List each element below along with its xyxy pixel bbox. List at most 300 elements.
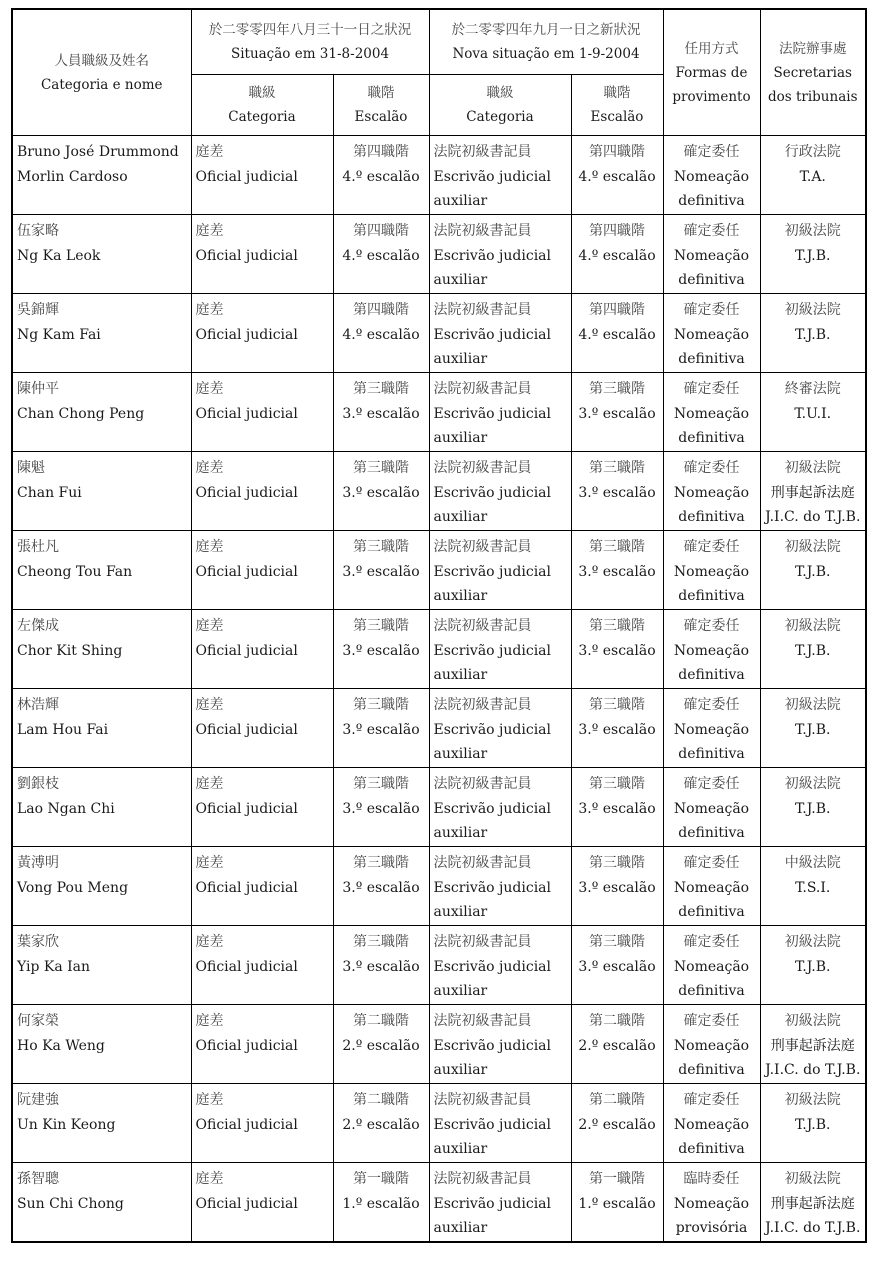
new-categoria-pt-line-1: Escrivão judicial — [433, 1195, 551, 1212]
provimento-pt-line-1: Nomeação — [673, 879, 750, 896]
secretaria-cell — [760, 926, 866, 1005]
name-line-2: Morlin Cardoso — [17, 168, 128, 185]
old-escalao-cell — [333, 1084, 429, 1163]
new-categoria-pt-line-1: Escrivão judicial — [433, 642, 551, 659]
secretaria-cell — [760, 768, 866, 847]
new-categoria-zh: 法院初級書記員 — [433, 1092, 532, 1108]
new-categoria-pt-line-1: Escrivão judicial — [433, 326, 551, 343]
old-categoria-pt: Oficial judicial — [195, 642, 298, 659]
old-escalao-pt: 3.º escalão — [342, 484, 420, 501]
secretaria-line-3: J.I.C. do T.J.B. — [765, 1220, 861, 1236]
old-categoria-cell — [191, 373, 333, 452]
header-new-pt: Nova situação em 1-9-2004 — [452, 46, 640, 62]
old-categoria-pt: Oficial judicial — [195, 168, 298, 185]
new-escalao-pt: 2.º escalão — [578, 1037, 656, 1054]
name-line-1: 吳錦輝 — [17, 302, 59, 318]
secretaria-cell — [760, 610, 866, 689]
table-body — [12, 136, 866, 1243]
old-categoria-pt: Oficial judicial — [195, 1037, 298, 1054]
provimento-zh: 確定委任 — [683, 381, 740, 397]
provimento-pt-line-1: Nomeação — [673, 800, 750, 817]
secretaria-cell — [760, 215, 866, 294]
old-escalao-pt: 3.º escalão — [342, 958, 420, 975]
new-escalao-cell — [571, 610, 663, 689]
provimento-cell — [663, 847, 760, 926]
new-escalao-pt: 2.º escalão — [578, 1116, 656, 1133]
name-line-1: Bruno José Drummond — [17, 144, 179, 160]
old-categoria-pt: Oficial judicial — [195, 563, 298, 580]
old-categoria-cell — [191, 452, 333, 531]
old-escalao-zh: 第二職階 — [353, 1092, 409, 1108]
provimento-pt-line-1: Nomeação — [673, 405, 750, 422]
new-escalao-cell — [571, 531, 663, 610]
new-escalao-cell — [571, 768, 663, 847]
old-escalao-cell — [333, 452, 429, 531]
secretaria-cell — [760, 452, 866, 531]
old-categoria-pt: Oficial judicial — [195, 879, 298, 896]
provimento-zh: 確定委任 — [683, 934, 740, 950]
new-escalao-cell — [571, 452, 663, 531]
new-categoria-pt-line-2: auxiliar — [433, 1220, 488, 1236]
new-escalao-zh: 第四職階 — [589, 223, 645, 239]
new-escalao-zh: 第三職階 — [589, 460, 645, 476]
old-escalao-pt: 3.º escalão — [342, 879, 420, 896]
provimento-cell — [663, 926, 760, 1005]
name-line-1: 劉銀枝 — [17, 776, 59, 792]
secretaria-line-2: T.J.B. — [795, 1116, 831, 1133]
old-categoria-pt: Oficial judicial — [195, 326, 298, 343]
old-escalao-pt: 4.º escalão — [342, 326, 420, 343]
header-old-pt: Situação em 31-8-2004 — [230, 46, 390, 62]
old-categoria-zh: 庭差 — [195, 460, 224, 476]
new-categoria-pt-line-2: auxiliar — [433, 1141, 488, 1157]
secretaria-line-2: 刑事起訴法庭 — [770, 1037, 855, 1054]
old-escalao-zh: 第四職階 — [353, 144, 409, 160]
name-cell — [12, 373, 191, 452]
name-cell — [12, 294, 191, 373]
subheader-categoria-pt: Categoria — [466, 109, 534, 125]
new-escalao-pt: 3.º escalão — [578, 563, 656, 580]
new-categoria-pt-line-2: auxiliar — [433, 509, 488, 525]
provimento-pt-line-1: Nomeação — [673, 168, 750, 185]
secretaria-cell — [760, 1084, 866, 1163]
provimento-pt-line-2: definitiva — [678, 588, 745, 604]
old-escalao-zh: 第三職階 — [353, 776, 409, 792]
new-escalao-zh: 第二職階 — [589, 1092, 645, 1108]
old-escalao-zh: 第三職階 — [353, 618, 409, 634]
old-escalao-cell — [333, 215, 429, 294]
name-cell — [12, 926, 191, 1005]
secretaria-line-3: J.I.C. do T.J.B. — [765, 1062, 861, 1078]
old-escalao-zh: 第三職階 — [353, 539, 409, 555]
header-name-category — [12, 9, 191, 136]
new-escalao-pt: 3.º escalão — [578, 958, 656, 975]
new-escalao-pt: 3.º escalão — [578, 721, 656, 738]
provimento-pt-line-2: definitiva — [678, 430, 745, 446]
table-row — [12, 136, 866, 215]
new-categoria-pt-line-1: Escrivão judicial — [433, 563, 551, 580]
old-escalao-pt: 2.º escalão — [342, 1116, 420, 1133]
provimento-cell — [663, 373, 760, 452]
old-categoria-cell — [191, 768, 333, 847]
provimento-pt-line-1: Nomeação — [673, 1195, 750, 1212]
header-name-pt: Categoria e nome — [40, 76, 163, 93]
provimento-zh: 確定委任 — [683, 1013, 740, 1029]
provimento-pt-line-2: definitiva — [678, 746, 745, 762]
old-escalao-cell — [333, 294, 429, 373]
old-escalao-zh: 第三職階 — [353, 934, 409, 950]
new-categoria-pt-line-1: Escrivão judicial — [433, 721, 551, 738]
subheader-categoria-zh: 職級 — [486, 85, 514, 101]
new-categoria-pt-line-1: Escrivão judicial — [433, 958, 551, 975]
old-categoria-pt: Oficial judicial — [195, 247, 298, 264]
new-categoria-cell — [429, 294, 571, 373]
old-categoria-cell — [191, 847, 333, 926]
old-categoria-cell — [191, 136, 333, 215]
new-escalao-pt: 4.º escalão — [578, 168, 656, 185]
secretaria-line-2: 刑事起訴法庭 — [770, 484, 855, 501]
table-row — [12, 689, 866, 768]
secretaria-line-2: T.S.I. — [795, 879, 831, 896]
name-line-1: 何家榮 — [17, 1013, 59, 1029]
subheader-escalao-pt: Escalão — [354, 109, 408, 125]
name-cell — [12, 215, 191, 294]
provimento-pt-line-2: definitiva — [678, 1141, 745, 1157]
new-categoria-cell — [429, 1084, 571, 1163]
new-escalao-pt: 3.º escalão — [578, 484, 656, 501]
provimento-pt-line-1: Nomeação — [673, 247, 750, 264]
new-categoria-pt-line-2: auxiliar — [433, 825, 488, 841]
provimento-zh: 確定委任 — [683, 776, 740, 792]
subheader-escalao-zh: 職階 — [367, 85, 395, 101]
provimento-cell — [663, 531, 760, 610]
new-escalao-cell — [571, 847, 663, 926]
new-categoria-zh: 法院初級書記員 — [433, 1013, 532, 1029]
new-escalao-zh: 第三職階 — [589, 934, 645, 950]
header-row — [12, 9, 866, 75]
new-escalao-pt: 3.º escalão — [578, 642, 656, 659]
header-secretarias-pt2: dos tribunais — [767, 88, 858, 105]
header-provimento-pt2: provimento — [672, 88, 751, 105]
old-categoria-pt: Oficial judicial — [195, 405, 298, 422]
old-categoria-pt: Oficial judicial — [195, 484, 298, 501]
old-escalao-pt: 2.º escalão — [342, 1037, 420, 1054]
old-categoria-pt: Oficial judicial — [195, 958, 298, 975]
new-categoria-zh: 法院初級書記員 — [433, 697, 532, 713]
header-secretarias-pt1: Secretarias — [773, 64, 852, 81]
header-provimento — [663, 9, 760, 136]
new-escalao-zh: 第三職階 — [589, 618, 645, 634]
secretaria-line-1: 初級法院 — [784, 618, 841, 634]
secretaria-line-2: T.J.B. — [795, 247, 831, 264]
provimento-pt-line-2: definitiva — [678, 904, 745, 920]
new-categoria-pt-line-1: Escrivão judicial — [433, 168, 551, 185]
secretaria-line-2: 刑事起訴法庭 — [770, 1195, 855, 1212]
subheader-new-escalao — [571, 75, 663, 136]
secretaria-line-3: J.I.C. do T.J.B. — [765, 509, 861, 525]
new-categoria-cell — [429, 1163, 571, 1243]
old-escalao-zh: 第三職階 — [353, 460, 409, 476]
old-escalao-cell — [333, 136, 429, 215]
subheader-escalao-zh: 職階 — [603, 85, 631, 101]
header-old-zh: 於二零零四年八月三十一日之狀況 — [208, 22, 412, 38]
new-categoria-zh: 法院初級書記員 — [433, 460, 532, 476]
name-cell — [12, 689, 191, 768]
new-categoria-cell — [429, 847, 571, 926]
old-categoria-zh: 庭差 — [195, 855, 224, 871]
new-categoria-zh: 法院初級書記員 — [433, 539, 532, 555]
new-escalao-pt: 3.º escalão — [578, 800, 656, 817]
new-categoria-pt-line-2: auxiliar — [433, 746, 488, 762]
old-categoria-zh: 庭差 — [195, 1013, 224, 1029]
old-escalao-cell — [333, 689, 429, 768]
name-line-1: 張杜凡 — [17, 539, 59, 555]
secretaria-line-1: 初級法院 — [784, 1092, 841, 1108]
name-line-2: Chor Kit Shing — [17, 642, 123, 659]
provimento-zh: 確定委任 — [683, 460, 740, 476]
subheader-new-categoria — [429, 75, 571, 136]
name-line-2: Chan Fui — [17, 484, 82, 501]
secretaria-line-1: 終審法院 — [784, 381, 841, 397]
old-escalao-pt: 3.º escalão — [342, 642, 420, 659]
secretaria-line-1: 初級法院 — [784, 697, 841, 713]
new-escalao-cell — [571, 1005, 663, 1084]
provimento-zh: 確定委任 — [683, 1092, 740, 1108]
old-escalao-zh: 第四職階 — [353, 223, 409, 239]
provimento-pt-line-2: definitiva — [678, 983, 745, 999]
new-categoria-pt-line-1: Escrivão judicial — [433, 1037, 551, 1054]
secretaria-line-2: T.J.B. — [795, 642, 831, 659]
name-line-2: Ho Ka Weng — [17, 1037, 105, 1054]
name-cell — [12, 1084, 191, 1163]
old-categoria-zh: 庭差 — [195, 1092, 224, 1108]
provimento-pt-line-2: definitiva — [678, 667, 745, 683]
provimento-pt-line-2: definitiva — [678, 272, 745, 288]
provimento-pt-line-1: Nomeação — [673, 484, 750, 501]
new-escalao-pt: 1.º escalão — [578, 1195, 656, 1212]
old-escalao-pt: 3.º escalão — [342, 721, 420, 738]
new-categoria-zh: 法院初級書記員 — [433, 381, 532, 397]
name-line-1: 陳魁 — [17, 460, 45, 476]
new-escalao-cell — [571, 1163, 663, 1243]
old-escalao-cell — [333, 373, 429, 452]
provimento-cell — [663, 452, 760, 531]
name-line-2: Cheong Tou Fan — [17, 563, 133, 580]
provimento-pt-line-2: provisória — [675, 1220, 748, 1236]
name-line-2: Yip Ka Ian — [17, 958, 91, 975]
old-categoria-cell — [191, 215, 333, 294]
old-categoria-zh: 庭差 — [195, 223, 224, 239]
provimento-pt-line-1: Nomeação — [673, 563, 750, 580]
secretaria-cell — [760, 1005, 866, 1084]
secretaria-line-1: 初級法院 — [784, 934, 841, 950]
new-categoria-zh: 法院初級書記員 — [433, 302, 532, 318]
name-line-1: 左傑成 — [17, 618, 59, 634]
secretaria-line-1: 初級法院 — [784, 776, 841, 792]
secretaria-line-1: 初級法院 — [784, 302, 841, 318]
old-categoria-cell — [191, 1005, 333, 1084]
new-categoria-pt-line-1: Escrivão judicial — [433, 484, 551, 501]
old-categoria-zh: 庭差 — [195, 302, 224, 318]
provimento-pt-line-2: definitiva — [678, 509, 745, 525]
new-categoria-cell — [429, 531, 571, 610]
new-escalao-pt: 3.º escalão — [578, 879, 656, 896]
secretaria-cell — [760, 531, 866, 610]
new-escalao-zh: 第三職階 — [589, 697, 645, 713]
provimento-pt-line-2: definitiva — [678, 825, 745, 841]
secretaria-line-1: 初級法院 — [784, 223, 841, 239]
name-line-1: 孫智聰 — [17, 1171, 59, 1187]
name-cell — [12, 1005, 191, 1084]
new-categoria-zh: 法院初級書記員 — [433, 855, 532, 871]
secretaria-cell — [760, 689, 866, 768]
new-escalao-zh: 第四職階 — [589, 302, 645, 318]
old-categoria-pt: Oficial judicial — [195, 1116, 298, 1133]
table-row — [12, 610, 866, 689]
old-categoria-zh: 庭差 — [195, 776, 224, 792]
new-escalao-zh: 第二職階 — [589, 1013, 645, 1029]
old-escalao-cell — [333, 610, 429, 689]
name-cell — [12, 847, 191, 926]
old-categoria-zh: 庭差 — [195, 934, 224, 950]
old-categoria-pt: Oficial judicial — [195, 1195, 298, 1212]
new-categoria-cell — [429, 768, 571, 847]
provimento-zh: 確定委任 — [683, 302, 740, 318]
name-line-1: 葉家欣 — [17, 934, 59, 950]
old-categoria-zh: 庭差 — [195, 618, 224, 634]
provimento-cell — [663, 215, 760, 294]
name-line-1: 伍家略 — [17, 223, 59, 239]
secretaria-line-2: T.J.B. — [795, 563, 831, 580]
provimento-cell — [663, 294, 760, 373]
new-categoria-zh: 法院初級書記員 — [433, 144, 532, 160]
new-categoria-zh: 法院初級書記員 — [433, 776, 532, 792]
header-new-zh: 於二零零四年九月一日之新狀況 — [451, 22, 641, 38]
provimento-pt-line-2: definitiva — [678, 1062, 745, 1078]
old-categoria-zh: 庭差 — [195, 381, 224, 397]
provimento-cell — [663, 136, 760, 215]
old-categoria-cell — [191, 294, 333, 373]
old-escalao-pt: 4.º escalão — [342, 247, 420, 264]
subheader-old-categoria — [191, 75, 333, 136]
secretaria-line-1: 初級法院 — [784, 1171, 841, 1187]
table-row — [12, 1005, 866, 1084]
provimento-pt-line-1: Nomeação — [673, 1037, 750, 1054]
new-escalao-zh: 第三職階 — [589, 381, 645, 397]
old-categoria-cell — [191, 1163, 333, 1243]
old-escalao-zh: 第四職階 — [353, 302, 409, 318]
table-row — [12, 531, 866, 610]
new-categoria-pt-line-1: Escrivão judicial — [433, 800, 551, 817]
old-escalao-pt: 1.º escalão — [342, 1195, 420, 1212]
name-cell — [12, 610, 191, 689]
old-escalao-zh: 第三職階 — [353, 381, 409, 397]
secretaria-cell — [760, 294, 866, 373]
new-categoria-pt-line-2: auxiliar — [433, 667, 488, 683]
header-secretarias-zh: 法院辦事處 — [779, 40, 847, 57]
new-escalao-cell — [571, 136, 663, 215]
table-row — [12, 452, 866, 531]
new-categoria-pt-line-1: Escrivão judicial — [433, 247, 551, 264]
header-old-situation — [191, 9, 429, 75]
old-escalao-cell — [333, 768, 429, 847]
provimento-zh: 確定委任 — [683, 144, 740, 160]
new-categoria-cell — [429, 136, 571, 215]
secretaria-line-1: 初級法院 — [784, 539, 841, 555]
new-escalao-zh: 第三職階 — [589, 776, 645, 792]
secretaria-line-1: 初級法院 — [784, 1013, 841, 1029]
provimento-cell — [663, 1163, 760, 1243]
secretaria-line-2: T.J.B. — [795, 326, 831, 343]
name-line-2: Un Kin Keong — [17, 1116, 116, 1133]
new-categoria-cell — [429, 215, 571, 294]
new-escalao-cell — [571, 926, 663, 1005]
old-escalao-zh: 第三職階 — [353, 697, 409, 713]
name-cell — [12, 452, 191, 531]
old-categoria-cell — [191, 926, 333, 1005]
provimento-pt-line-1: Nomeação — [673, 1116, 750, 1133]
new-escalao-pt: 4.º escalão — [578, 247, 656, 264]
table-row — [12, 847, 866, 926]
old-categoria-cell — [191, 610, 333, 689]
old-escalao-cell — [333, 1163, 429, 1243]
old-escalao-pt: 3.º escalão — [342, 800, 420, 817]
secretaria-line-2: T.U.I. — [794, 405, 832, 422]
old-categoria-pt: Oficial judicial — [195, 721, 298, 738]
header-new-situation — [429, 9, 663, 75]
new-escalao-pt: 4.º escalão — [578, 326, 656, 343]
secretaria-cell — [760, 847, 866, 926]
new-categoria-zh: 法院初級書記員 — [433, 223, 532, 239]
name-cell — [12, 1163, 191, 1243]
old-categoria-pt: Oficial judicial — [195, 800, 298, 817]
secretaria-line-1: 行政法院 — [784, 144, 841, 160]
new-escalao-zh: 第四職階 — [589, 144, 645, 160]
provimento-pt-line-1: Nomeação — [673, 958, 750, 975]
new-escalao-cell — [571, 689, 663, 768]
new-escalao-zh: 第一職階 — [589, 1171, 645, 1187]
header-provimento-zh: 任用方式 — [684, 40, 739, 57]
provimento-zh: 確定委任 — [683, 223, 740, 239]
new-escalao-cell — [571, 294, 663, 373]
table-row — [12, 1084, 866, 1163]
new-escalao-cell — [571, 1084, 663, 1163]
new-categoria-pt-line-1: Escrivão judicial — [433, 879, 551, 896]
new-categoria-pt-line-2: auxiliar — [433, 904, 488, 920]
name-line-2: Lao Ngan Chi — [17, 800, 115, 817]
new-categoria-cell — [429, 373, 571, 452]
old-escalao-pt: 3.º escalão — [342, 563, 420, 580]
new-escalao-pt: 3.º escalão — [578, 405, 656, 422]
old-categoria-cell — [191, 689, 333, 768]
new-escalao-cell — [571, 215, 663, 294]
old-escalao-zh: 第二職階 — [353, 1013, 409, 1029]
header-secretarias — [760, 9, 866, 136]
old-categoria-zh: 庭差 — [195, 539, 224, 555]
subheader-escalao-pt: Escalão — [590, 109, 644, 125]
personnel-table — [11, 8, 867, 1243]
provimento-zh: 確定委任 — [683, 697, 740, 713]
new-categoria-zh: 法院初級書記員 — [433, 934, 532, 950]
name-line-2: Lam Hou Fai — [17, 721, 109, 738]
provimento-pt-line-2: definitiva — [678, 351, 745, 367]
old-categoria-zh: 庭差 — [195, 697, 224, 713]
provimento-cell — [663, 689, 760, 768]
name-cell — [12, 531, 191, 610]
new-categoria-cell — [429, 610, 571, 689]
new-categoria-pt-line-2: auxiliar — [433, 588, 488, 604]
old-categoria-zh: 庭差 — [195, 1171, 224, 1187]
